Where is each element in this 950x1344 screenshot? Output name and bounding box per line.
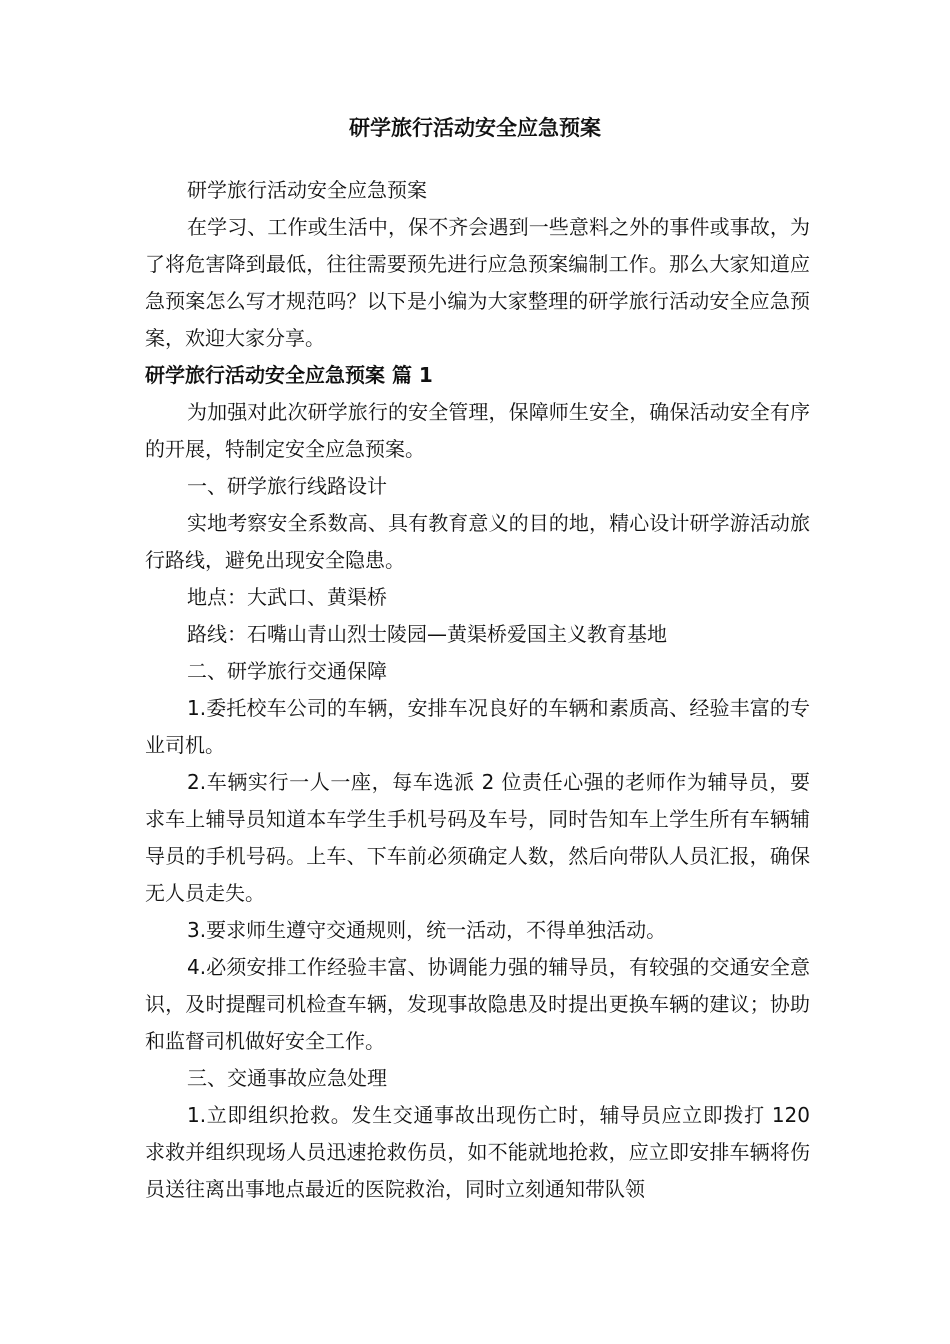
- transport-item-4: 4.必须安排工作经验丰富、协调能力强的辅导员，有较强的交通安全意识，及时提醒司机检查车辆，发现事故隐患及时提出更换车辆的建议；协助和监督司机做好安全工作。: [145, 955, 810, 1053]
- document-title: 研学旅行活动安全应急预案: [349, 116, 601, 140]
- intro-paragraph: 在学习、工作或生活中，保不齐会遇到一些意料之外的事件或事故，为了将危害降到最低，往往需要预先进行应急预案编制工作。那么大家知道应急预案怎么写才规范吗？以下是小编为大家整理的研学旅行活动安全应急预案，欢迎大家分享。: [145, 215, 810, 350]
- document-body: [145, 172, 810, 1208]
- route-line: 路线：石嘴山青山烈士陵园—黄渠桥爱国主义教育基地: [187, 622, 667, 646]
- transport-item-2: 2.车辆实行一人一座，每车选派 2 位责任心强的老师作为辅导员，要求车上辅导员知道本车学生手机号码及车号，同时告知车上学生所有车辆辅导员的手机号码。上车、下车前必须确定人数，然后向带队人员汇报，确保无人员走失。: [145, 770, 810, 905]
- subheading-route-design: 一、研学旅行线路设计: [187, 474, 387, 498]
- accident-item-1: 1.立即组织抢救。发生交通事故出现伤亡时，辅导员应立即拨打 120 求救并组织现场人员迅速抢救伤员，如不能就地抢救，应立即安排车辆将伤员送往离出事地点最近的医院救治，同时立刻通知带队领: [145, 1103, 810, 1201]
- subheading-transport: 二、研学旅行交通保障: [187, 659, 387, 683]
- route-design-paragraph: 实地考察安全系数高、具有教育意义的目的地，精心设计研学游活动旅行路线，避免出现安全隐患。: [145, 511, 810, 572]
- transport-item-1: 1.委托校车公司的车辆，安排车况良好的车辆和素质高、经验丰富的专业司机。: [145, 696, 810, 757]
- location-line: 地点：大武口、黄渠桥: [187, 585, 387, 609]
- subheading-accident-response: 三、交通事故应急处理: [187, 1066, 387, 1090]
- intro-subtitle: 研学旅行活动安全应急预案: [187, 178, 427, 202]
- section-heading: 研学旅行活动安全应急预案 篇 1: [145, 363, 433, 387]
- purpose-paragraph: 为加强对此次研学旅行的安全管理，保障师生安全，确保活动安全有序的开展，特制定安全应急预案。: [145, 400, 810, 461]
- transport-item-3: 3.要求师生遵守交通规则，统一活动，不得单独活动。: [187, 918, 667, 942]
